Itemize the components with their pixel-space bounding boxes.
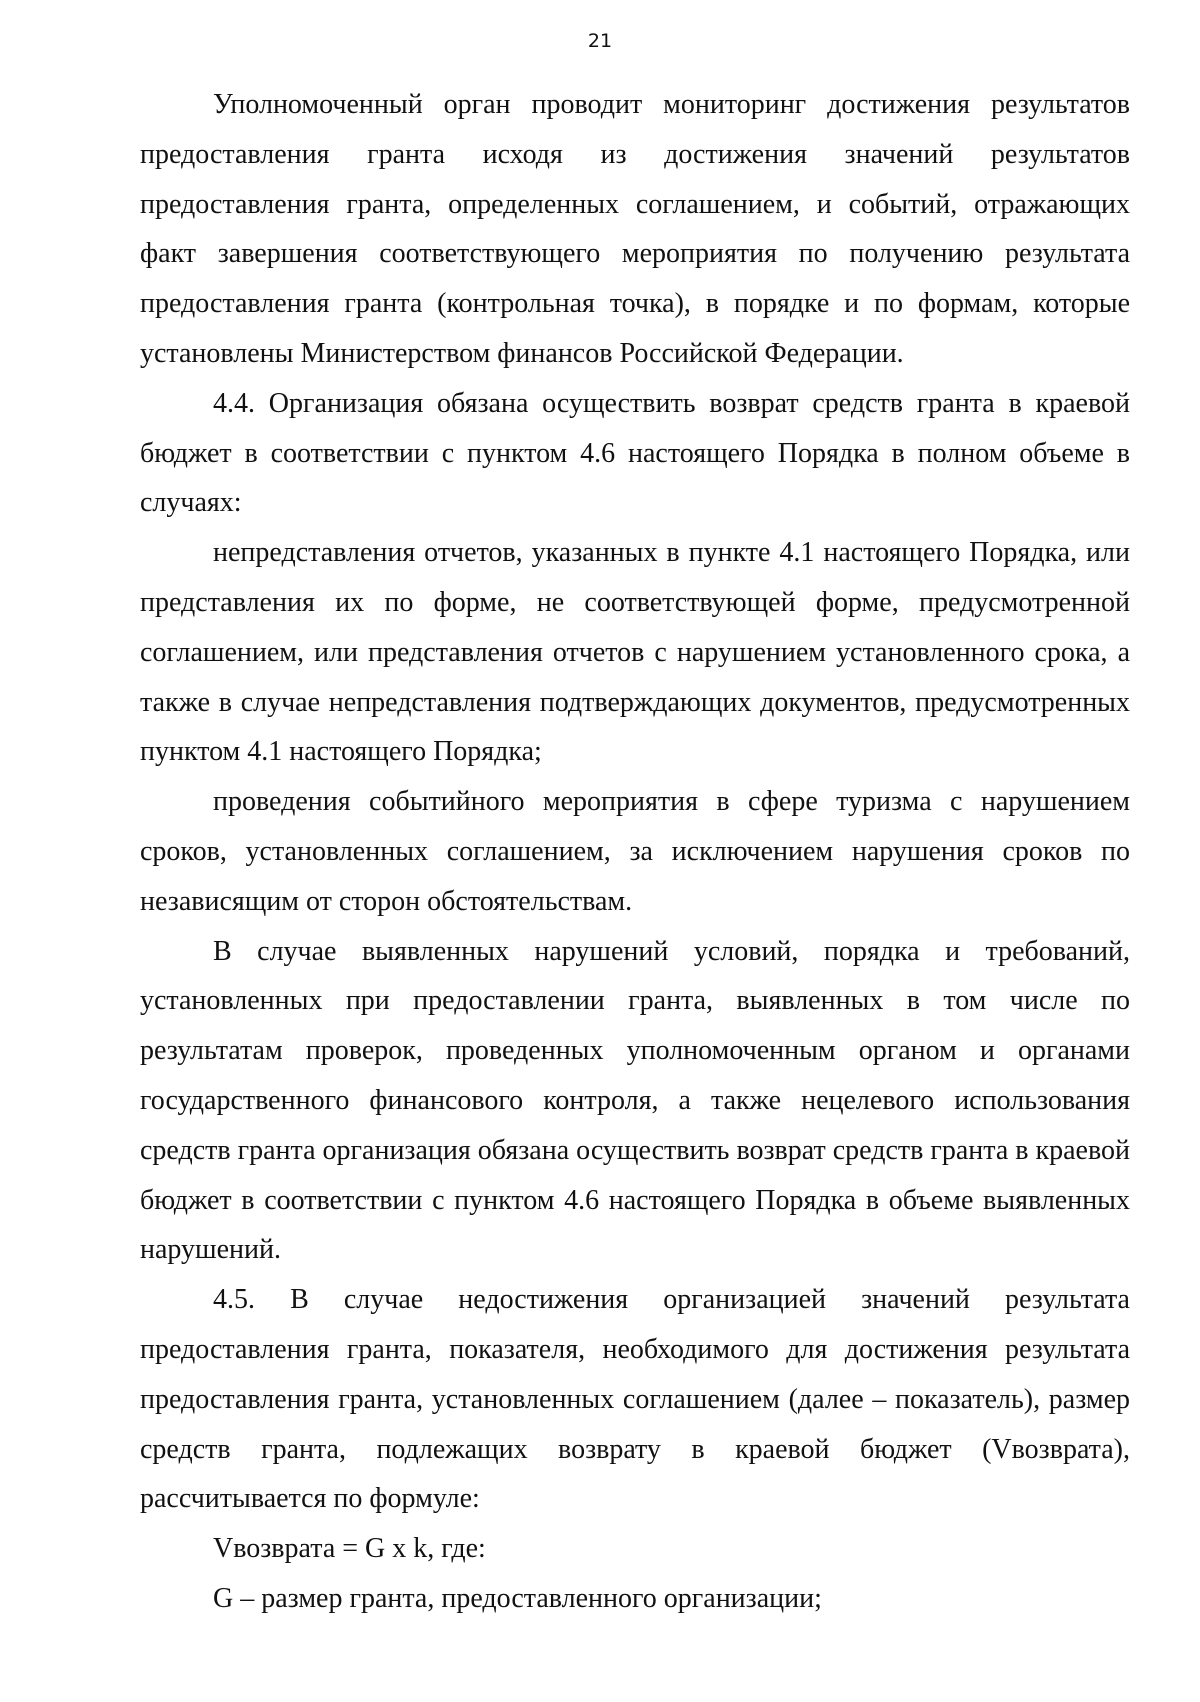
definition-g: G – размер гранта, предоставленного организации; bbox=[213, 1582, 822, 1614]
document-body bbox=[140, 80, 1130, 1624]
paragraph-4-4: 4.4. Организация обязана осуществить возврат средств гранта в краевой бюджет в соответствии с пунктом 4.6 настоящего Порядка в полном объеме в случаях: bbox=[140, 387, 1130, 519]
paragraph-event-case: проведения событийного мероприятия в сфере туризма с нарушением сроков, установленных соглашением, за исключением нарушения сроков по независящим от сторон обстоятельствам. bbox=[140, 786, 1130, 917]
paragraph-4-5: 4.5. В случае недостижения организацией значений результата предоставления гранта, показателя, необходимого для достижения результата предоставления гранта, установленных соглашением (далее – показатель), размер средств гранта, подлежащих возврату в краевой бюджет (Vвозврата), рассчитывается по формуле: bbox=[140, 1284, 1130, 1515]
formula: Vвозврата = G x k, где: bbox=[213, 1533, 486, 1565]
paragraph-violations: В случае выявленных нарушений условий, порядка и требований, установленных при предоставлении гранта, выявленных в том числе по результатам проверок, проведенных уполномоченным органом и органами государственного финансового контроля, а также нецелевого использования средств гранта организация обязана осуществить возврат средств гранта в краевой бюджет в соответствии с пунктом 4.6 настоящего Порядка в объеме выявленных нарушений. bbox=[140, 935, 1130, 1266]
page-number: 21 bbox=[587, 30, 613, 52]
paragraph-reports-case: непредставления отчетов, указанных в пункте 4.1 настоящего Порядка, или представления их по форме, не соответствующей форме, предусмотренной соглашением, или представления отчетов с нарушением установленного срока, а также в случае непредставления подтверждающих документов, предусмотренных пунктом 4.1 настоящего Порядка; bbox=[140, 537, 1130, 768]
paragraph-monitoring: Уполномоченный орган проводит мониторинг достижения результатов предоставления гранта исходя из достижения значений результатов предоставления гранта, определенных соглашением, и событий, отражающих факт завершения соответствующего мероприятия по получению результата предоставления гранта (контрольная точка), в порядке и по формам, которые установлены Министерством финансов Российской Федерации. bbox=[140, 89, 1130, 369]
